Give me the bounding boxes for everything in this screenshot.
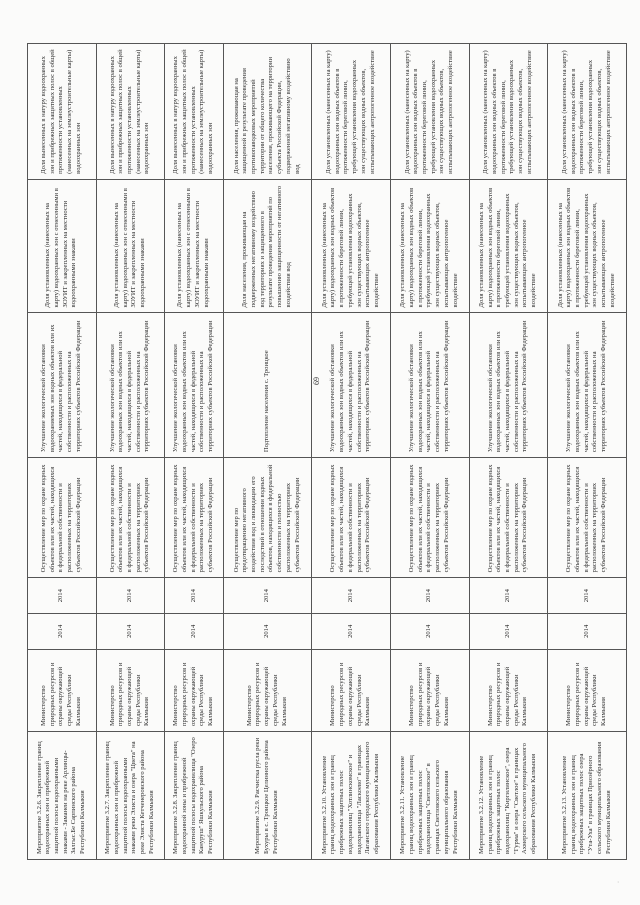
cell-related-indicator: Доля установленных (нанесенных на карту) водоохранных зон водных объектов в протяженности береговой линии, требующей установления водоохранных зон существующих водных объектов, испытывающих антропогенное воздействие [390,179,469,313]
cell-measure-name: Мероприятие 3.2.9. Расчистка русла реки Бухуры в с. Троицкое Целинного района Республики Калмыкия [223,731,312,859]
cell-related-indicator: Доля установленных (нанесенных на карту) водоохранных зон с отнесенными в ЗОУИТ и закрепленных на местности водоохранными знаками [96,179,165,313]
cell-responsible-executor: Министерство природных ресурсов и охраны окружающей среды Республики Калмыкия [28,649,97,731]
cell-responsible-executor: Министерство природных ресурсов и охраны окружающей среды Республики Калмыкия [165,649,223,731]
cell-consequences: Улучшение экологической обстановки водоохранных зон водных объектов или их частей, находящихся в федеральной собственности и расположенных на территориях субъектов Российской Федерации [548,313,627,458]
cell-start-year: 2014 [28,614,97,650]
cell-related-indicator: Доля установленных (нанесенных на карту) водоохранных зон водных объектов в протяженности береговой линии, требующей установления водоохранных зон существующих водных объектов, испытывающих антропогенное воздействие [469,179,548,313]
cell-responsible-executor: Министерство природных ресурсов и охраны окружающей среды Республики Калмыкия [548,649,627,731]
cell-target-indicator: Доля вынесенных в натуру водоохранных зон и прибрежных защитных полос в общей протяженности установленных (нанесенных на землеустроительные карты) водоохранных зон [96,44,165,180]
cell-target-indicator: Доля установленных (нанесенных на карту) водоохранных зон водных объектов в протяженности береговой линии, требующей установления водоохранных зон существующих водных объектов, испытывающих антропогенное воздействие [469,44,548,180]
cell-target-indicator: Доля установленных (нанесенных на карту) водоохранных зон водных объектов в протяженности береговой линии, требующей установления водоохранных зон существующих водных объектов, испытывающих антропогенное воздействие [312,44,391,180]
cell-responsible-executor: Министерство природных ресурсов и охраны окружающей среды Республики Калмыкия [312,649,391,731]
cell-start-year: 2014 [165,614,223,650]
cell-start-year: 2014 [548,614,627,650]
cell-expected-result: Осуществление мер по охране водных объектов или их частей, находящихся в федеральной собственности и расположенных на территориях субъектов Российской Федерации [96,458,165,578]
cell-responsible-executor: Министерство природных ресурсов и охраны окружающей среды Республики Калмыкия [223,649,312,731]
cell-consequences: Улучшение экологической обстановки водоохранных зон водных объектов или их частей, находящихся в федеральной собственности и расположенных на территориях субъектов Российской Федерации [96,313,165,458]
cell-start-year: 2014 [96,614,165,650]
cell-consequences: Подтопление населения с. Троицкое [223,313,312,458]
cell-responsible-executor: Министерство природных ресурсов и охраны окружающей среды Республики Калмыкия [96,649,165,731]
cell-consequences: Улучшение экологической обстановки водоохранных зон водных объектов или их частей, находящихся в федеральной собственности и расположенных на территориях субъектов Российской Федерации [165,313,223,458]
table-row [390,44,469,860]
cell-start-year: 2014 [312,614,391,650]
page-number: 69 [312,377,321,385]
cell-end-year: 2014 [469,578,548,614]
cell-expected-result: Осуществление мер по охране водных объектов или их частей, находящихся в федеральной собственности и расположенных на территориях субъектов Российской Федерации [165,458,223,578]
table-row [165,44,223,860]
cell-consequences: Улучшение экологической обстановки водоохранных зон водных объектов или их частей, находящихся в федеральной собственности и расположенных на территориях субъектов Российской Федерации [390,313,469,458]
cell-end-year: 2014 [223,578,312,614]
cell-end-year: 2014 [165,578,223,614]
cell-consequences: Улучшение экологической обстановки водоохранных зон водных объектов или их частей, находящихся в федеральной собственности и расположенных на территориях субъектов Российской Федерации [312,313,391,458]
cell-measure-name: Мероприятие 3.2.10. Установление границ водоохранных зон и границ прибрежных защитных полос водохранилищ "Хотлинскомское" и водохранилища "Ласкоево" в границах Лаганского городского муниципального образования Республики Калмыкия [312,731,391,859]
program-measures-table [27,43,627,860]
cell-related-indicator: Доля установленных (нанесенных на карту) водоохранных зон водных объектов в протяженности береговой линии, требующей установления водоохранных зон существующих водных объектов, испытывающих антропогенное воздействие [312,179,391,313]
cell-measure-name: Мероприятие 3.2.7. Закрепление границ водоохранных зон и прибрежной защитной полосы водоохранными знаками реки Элиста и озера "Цвета" на реке Элиста Кетченеровского района Республики Калмыкия [96,731,165,859]
cell-start-year: 2014 [223,614,312,650]
cell-measure-name: Мероприятие 3.2.11. Установление границ водоохранных зон и границ прибрежных защитных полос водохранилища "Светловское" в границах Светловского сельского муниципального образования Республики Калмыкия [390,731,469,859]
cell-target-indicator: Доля установленных (нанесенных на карту) водоохранных зон водных объектов в протяженности береговой линии, требующей установления водоохранных зон существующих водных объектов, испытывающих антропогенное воздействие [548,44,627,180]
cell-related-indicator: Доля установленных (нанесенных на карту) водоохранных зон с отнесенными в ЗОУИТ и закрепленных на местности водоохранными знаками [165,179,223,313]
cell-target-indicator: Доля вынесенных в натуру водоохранных зон и прибрежных защитных полос в общей протяженности установленных (нанесенных на землеустроительные карты) водоохранных зон [28,44,97,180]
table-row [96,44,165,860]
cell-end-year: 2014 [312,578,391,614]
cell-responsible-executor: Министерство природных ресурсов и охраны окружающей среды Республики Калмыкия [390,649,469,731]
cell-expected-result: Осуществление мер по предотвращению негативного воздействия вод и ликвидации его последствий в отношении водных объектов, находящихся в федеральной собственности и полностью расположенных на территориях субъектов Российской Федерации [223,458,312,578]
cell-expected-result: Осуществление мер по охране водных объектов или их частей, находящихся в федеральной собственности и расположенных на территориях субъектов Российской Федерации [28,458,97,578]
table-row [223,44,312,860]
cell-end-year: 2014 [390,578,469,614]
cell-target-indicator: Доля вынесенных в натуру водоохранных зон и прибрежных защитных полос в общей протяженности установленных (нанесенных на землеустроительные карты) водоохранных зон [165,44,223,180]
cell-measure-name: Мероприятие 3.2.13. Установление границ водоохранных зон и границ прибрежных защитных полос озера "Ута-Уха" в границах Приозёрного сельского муниципального образования Республики Калмыкия [548,731,627,859]
cell-end-year: 2014 [96,578,165,614]
table-row [548,44,627,860]
cell-responsible-executor: Министерство природных ресурсов и охраны окружающей среды Республики Калмыкия [469,649,548,731]
cell-start-year: 2014 [390,614,469,650]
cell-start-year: 2014 [469,614,548,650]
cell-expected-result: Осуществление мер по охране водных объектов или их частей, находящихся в федеральной собственности и расположенных на территориях субъектов Российской Федерации [390,458,469,578]
cell-end-year: 2014 [548,578,627,614]
table-row [312,44,391,860]
cell-end-year: 2014 [28,578,97,614]
cell-related-indicator: Доля населения, проживающая на подверженных негативному воздействию вод территориях и защищенного в результате проведения мероприятий по повышению защищенности от негативного воздействия вод [223,179,312,313]
cell-consequences: Улучшение экологической обстановки водоохранных зон водных объектов или их частей, находящихся в федеральной собственности и расположенных на территориях субъектов Российской Федерации [469,313,548,458]
cell-related-indicator: Доля установленных (нанесенных на карту) водоохранных зон водных объектов в протяженности береговой линии, требующей установления водоохранных зон существующих водных объектов, испытывающих антропогенное воздействие [548,179,627,313]
cell-measure-name: Мероприятие 3.2.12. Установление границ водоохранных зон и границ прибрежных защитных полос водохранилищ "Киргилинское", озера "Гурма" и озера "Светлое" в границах Ахмерского сельского муниципального образования Республики Калмыкия [469,731,548,859]
cell-expected-result: Осуществление мер по охране водных объектов или их частей, находящихся в федеральной собственности и расположенных на территориях субъектов Российской Федерации [312,458,391,578]
table-row [28,44,97,860]
cell-target-indicator: Доля населения, проживающая на защищенной в результате проведения противопаводковых мероприятий территории от общего количества населения, проживающего на территории субъекта Российской Федерации, подверженной негативному воздействию вод [223,44,312,180]
scan-mark: · [616,881,622,883]
cell-consequences: Улучшение экологической обстановки водоохраняемых зон водных объектов или их частей, находящихся в федеральной собственности и расположенных на территориях субъектов Российской Федерации [28,313,97,458]
cell-measure-name: Мероприятие 3.2.6. Закрепление границ водоохранных зон и прибрежной защитной полосы водоохранными знаками - Заманеи на реке Арлинцы-Залгыс.Бе Сарпинского района Республики Калмыкия [28,731,97,859]
cell-expected-result: Осуществление мер по охране водных объектов или их частей, находящихся в федеральной собственности и расположенных на территориях субъектов Российской Федерации [548,458,627,578]
cell-target-indicator: Доля установленных (нанесенных на карту) водоохранных зон водных объектов в протяженности береговой линии, требующей установления водоохранных зон существующих водных объектов, испытывающих антропогенное воздействие [390,44,469,180]
table-row [469,44,548,860]
cell-expected-result: Осуществление мер по охране водных объектов или их частей, находящихся в федеральной собственности и расположенных на территориях субъектов Российской Федерации [469,458,548,578]
cell-measure-name: Мероприятие 3.2.8. Закрепление границ водоохранной зоны и прибрежной защитной полосы водохранилища "Озеро Кануруш" Яшкульского района Республики Калмыкия [165,731,223,859]
cell-related-indicator: Доля установленных (нанесенных на карту) водоохранных зон с отнесенными в ЗОУИТ и закрепленных на местности водоохранными знаками [28,179,97,313]
